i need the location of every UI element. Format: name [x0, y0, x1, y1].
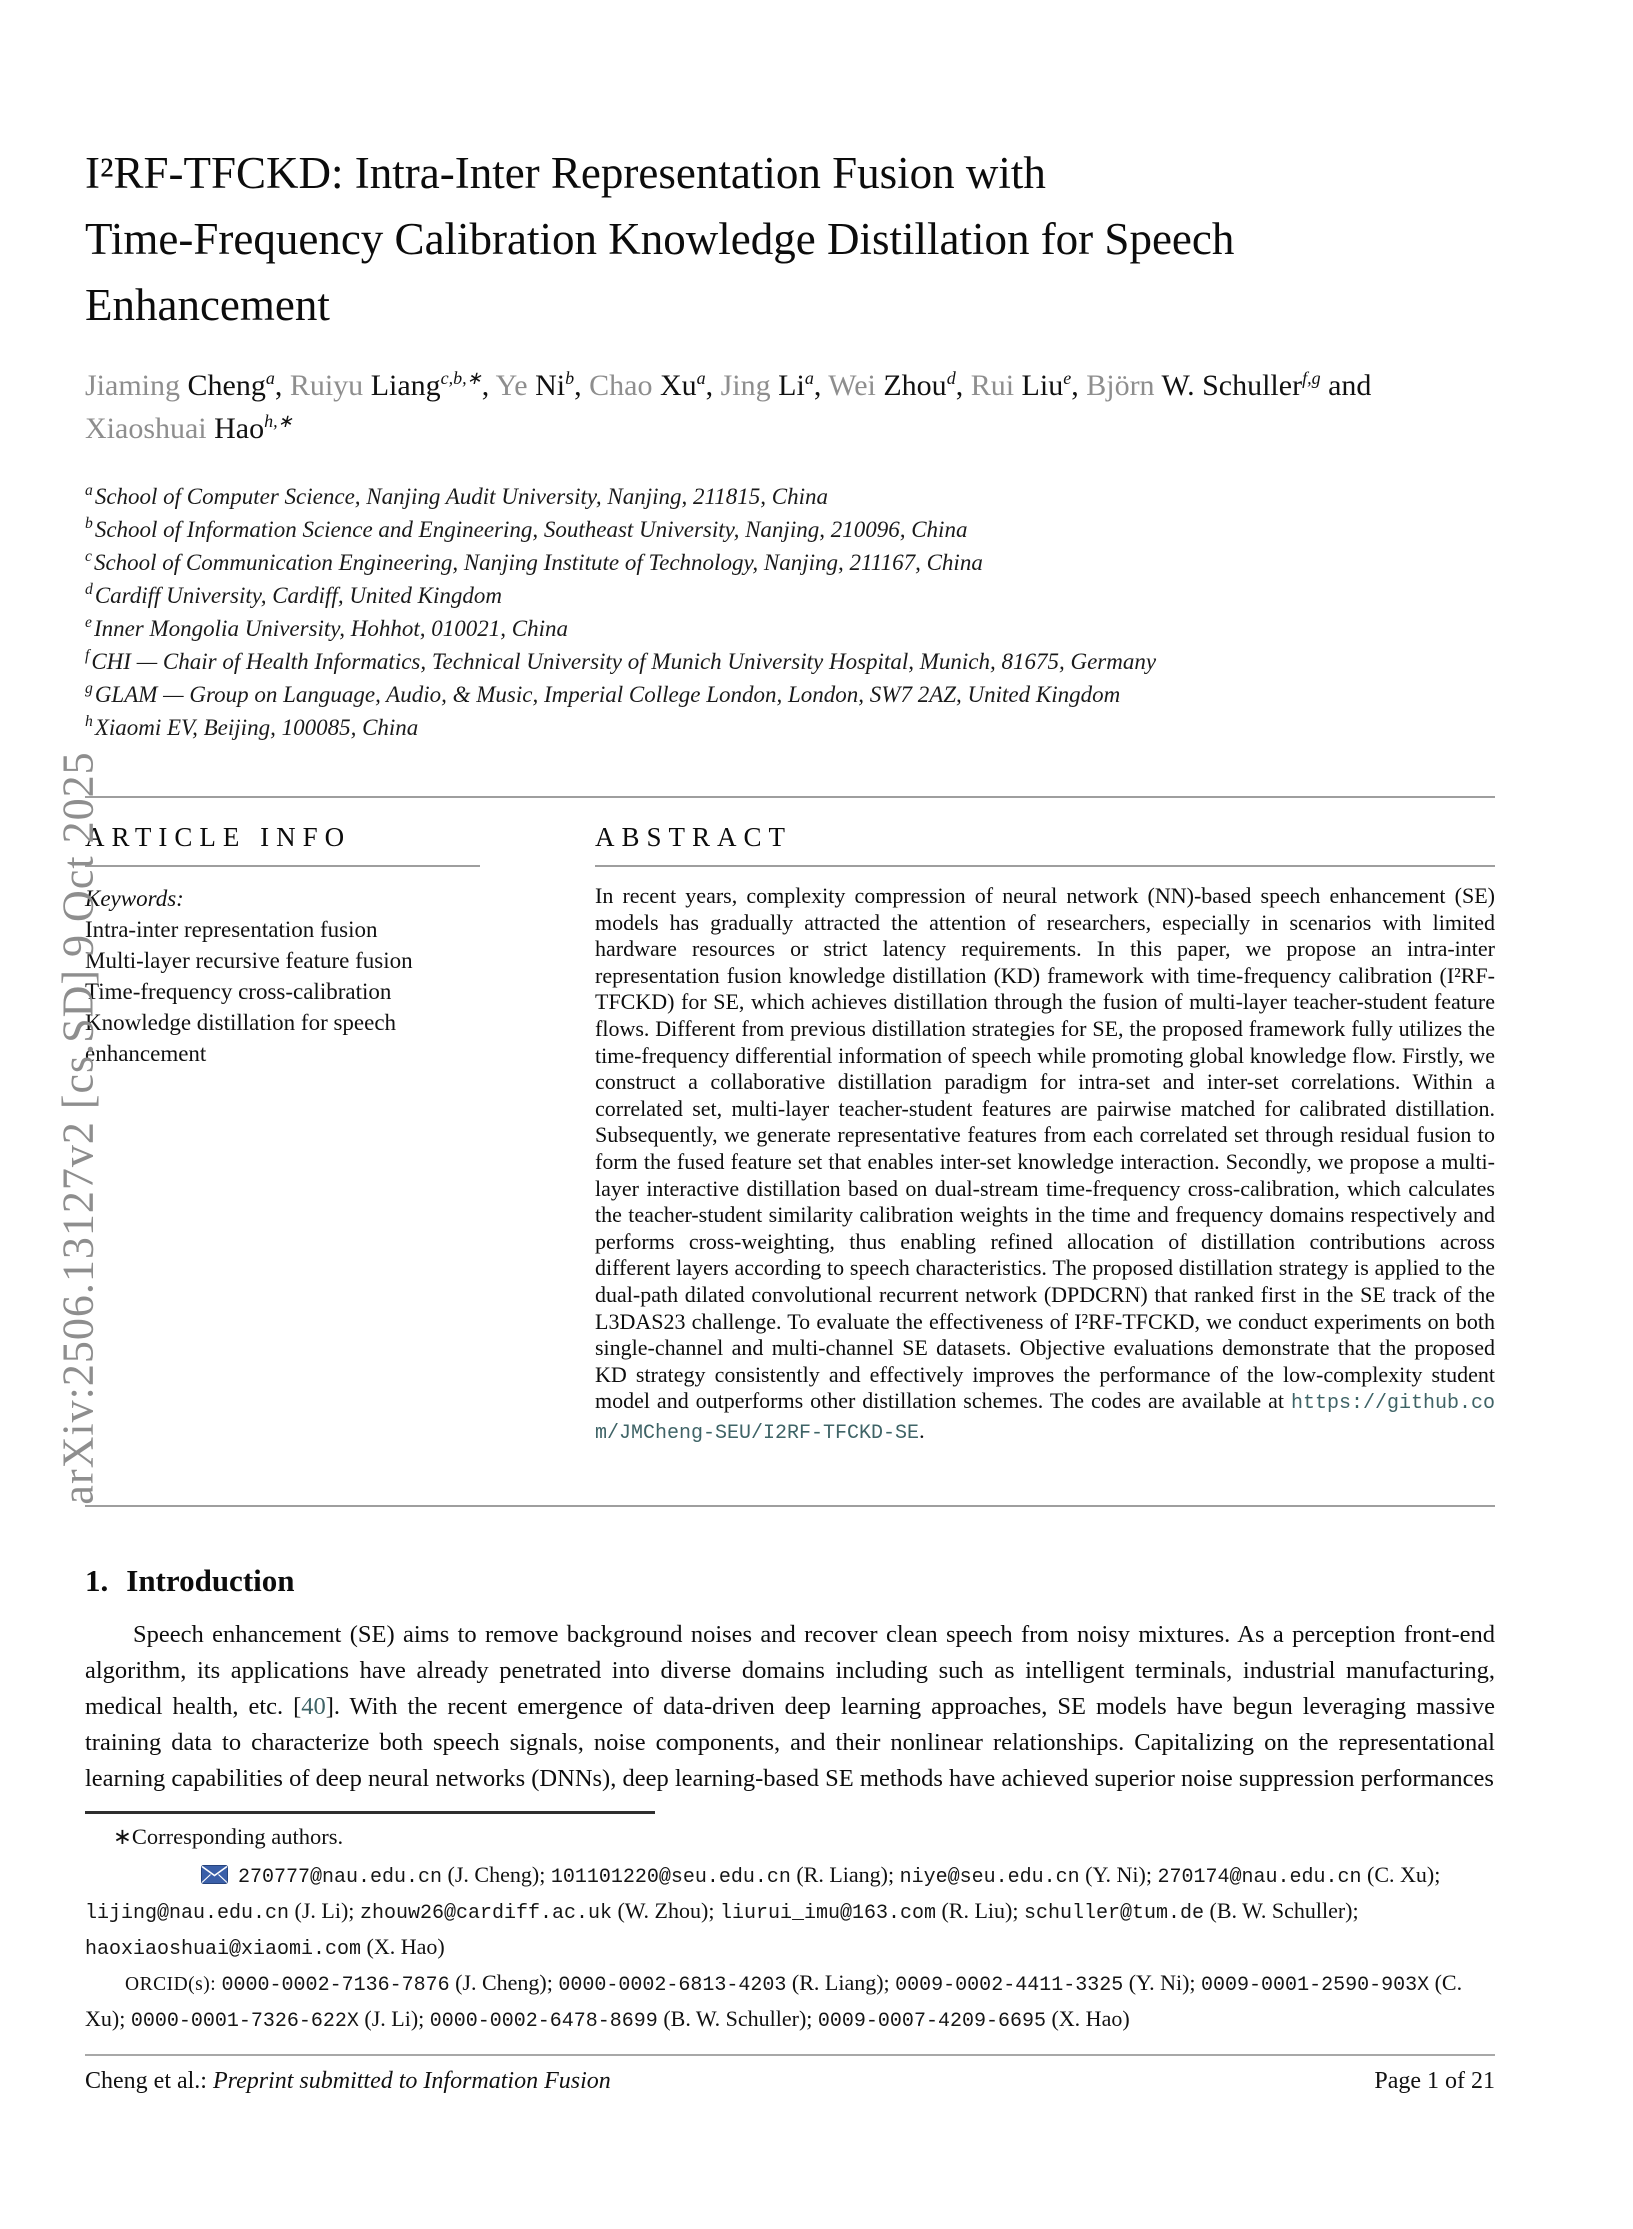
paper-title-line-3: Enhancement [85, 280, 330, 330]
author-emails: 270777@nau.edu.cn (J. Cheng); 101101220@seu.edu.cn (R. Liang); niye@seu.edu.cn (Y. Ni); 270174@nau.edu.cn (C. Xu); lijing@nau.edu.cn (J. Li); zhouw26@cardiff.ac.uk (W. Zhou); liurui_imu@163.com (R. Liu); schuller@tum.de (B. W. Schuller); haoxiaoshuai@xiaomi.com (X. Hao) [85, 1862, 1441, 1962]
author-affil-sup: f,g [1302, 368, 1321, 388]
orcid-list: ORCID(s): 0000-0002-7136-7876 (J. Cheng); 0000-0002-6813-4203 (R. Liang); 0009-0002-4411-3325 (Y. Ni); 0009-0001-2590-903X (C. Xu); 0000-0001-7326-622X (J. Li); 0000-0002-6478-8699 (B. W. Schuller); 0009-0007-4209-6695 (X. Hao) [85, 1970, 1463, 2034]
divider [85, 796, 1495, 798]
affiliation: $^d$Cardiff University, Cardiff, United Kingdom [85, 581, 503, 608]
author-affil-sup: c,b,∗ [440, 368, 482, 388]
affiliation: $^h$Xiaomi EV, Beijing, 100085, China [85, 713, 419, 740]
author-affil-sup: b [565, 368, 575, 388]
divider [85, 865, 480, 867]
divider [595, 865, 1495, 867]
author: Chao Xu$^a$, [589, 368, 721, 402]
keyword: Knowledge distillation for speech enhancement [85, 1010, 397, 1066]
author: Ruiyu Liang$^{c,b,∗}$, [289, 368, 496, 402]
author-affil-sup: d [946, 368, 956, 388]
author: Wei Zhou$^d$, [828, 368, 971, 402]
section-heading-introduction: 1. Introduction [85, 1563, 295, 1599]
introduction-paragraph: Speech enhancement (SE) aims to remove background noises and recover clean speech from noisy mixtures. As a perception front-end algorithm, its applications have already penetrated into diverse domains including such as intelligent terminals, industrial manufacturing, medical health, etc. [40]. With the recent emergence of data-driven deep learning approaches, SE models have begun leveraging massive training data to characterize both speech signals, noise components, and their nonlinear relationships. Capitalizing on the representational learning capabilities of deep neural networks (DNNs), deep learning-based SE methods have achieved superior noise suppression performances [85, 1621, 1495, 1793]
keyword: Time-frequency cross-calibration [85, 979, 392, 1004]
arxiv-sidebar-label: arXiv:2506.13127v2 [cs.SD] 9 Oct 2025 [53, 751, 103, 1505]
author-affil-sup: a [696, 368, 706, 388]
abstract-heading: ABSTRACT [595, 822, 793, 852]
affiliation: $^e$Inner Mongolia University, Hohhot, 010021, China [85, 614, 568, 641]
running-title: Cheng et al.: Preprint submitted to Information Fusion [85, 2068, 611, 2095]
paper-title [85, 140, 1495, 338]
keywords-label: Keywords: [85, 886, 184, 911]
page-footer [85, 2068, 1495, 2095]
author-affil-sup: a [265, 368, 275, 388]
affiliation: $^b$School of Information Science and Engineering, Southeast University, Nanjing, 210096, China [85, 515, 968, 542]
keyword: Intra-inter representation fusion [85, 917, 378, 942]
author: Xiaoshuai Hao$^{h,∗}$ [85, 411, 293, 445]
affiliation: $^c$School of Communication Engineering, Nanjing Institute of Technology, Nanjing, 211167, China [85, 548, 983, 575]
page-number: Page 1 of 21 [1374, 2068, 1495, 2095]
author: Rui Liu$^e$, [970, 368, 1087, 402]
github-repo-link[interactable]: https://github.com/JMCheng-SEU/I2RF-TFCKD-SE [595, 1392, 1495, 1445]
author-affil-sup: e [1063, 368, 1072, 388]
abstract-text: In recent years, complexity compression of neural network (NN)-based speech enhancement (SE) models has gradually attracted the attention of researchers, especially in scenarios with limited hardware resources or strict latency requirements. In this paper, we propose an intra-inter representation fusion knowledge distillation (KD) framework with time-frequency calibration (I²RF-TFCKD) for SE, which achieves distillation through the fusion of multi-layer teacher-student feature flows. Different from previous distillation strategies for SE, the proposed framework fully utilizes the time-frequency differential information of speech while promoting global knowledge flow. Firstly, we construct a collaborative distillation paradigm for intra-set and inter-set correlations. Within a correlated set, multi-layer teacher-student features are pairwise matched for calibrated distillation. Subsequently, we generate representative features from each correlated set through residual fusion to form the fused feature set that enables inter-set knowledge interaction. Secondly, we propose a multi-layer interactive distillation based on dual-stream time-frequency cross-calibration, which calculates the teacher-student similarity calibration weights in the time and frequency domains respectively and performs cross-weighting, thus enabling refined allocation of distillation contributions across different layers according to speech characteristics. The proposed distillation strategy is applied to the dual-path dilated convolutional recurrent network (DPDCRN) that ranked first in the SE track of the L3DAS23 challenge. To evaluate the effectiveness of I²RF-TFCKD, we conduct experiments on both single-channel and multi-channel SE datasets. Objective evaluations demonstrate that the proposed KD strategy consistently and effectively improves the performance of the low-complexity student model and outperforms other distillation schemes. The codes are available at https://github.com/JMCheng-SEU/I2RF-TFCKD-SE. [595, 883, 1495, 1445]
author: Jing Li$^a$, [720, 368, 829, 402]
article-info-heading: ARTICLE INFO [85, 822, 352, 852]
author-affil-sup: a [804, 368, 814, 388]
paper-title-line-1: I²RF-TFCKD: Intra-Inter Representation Fusion with [85, 148, 1046, 198]
footnote-divider [85, 1811, 655, 1814]
author: Jiaming Cheng$^a$, [85, 368, 290, 402]
article-info-column [85, 812, 480, 1447]
envelope-icon [143, 1860, 228, 1893]
affiliation: $^f$CHI — Chair of Health Informatics, Technical University of Munich University Hospital, Munich, 81675, Germany [85, 647, 1157, 674]
corresponding-authors-note: ∗Corresponding authors. [113, 1824, 344, 1850]
divider [85, 1505, 1495, 1507]
paper-title-line-2: Time-Frequency Calibration Knowledge Distillation for Speech [85, 214, 1235, 264]
affiliation-list [85, 480, 1495, 744]
author: Ye Ni$^b$, [495, 368, 590, 402]
citation-40[interactable]: 40 [301, 1693, 326, 1721]
footer-divider [85, 2054, 1495, 2056]
affiliation: $^g$GLAM — Group on Language, Audio, & Music, Imperial College London, London, SW7 2AZ, United Kingdom [85, 680, 1121, 707]
affiliation: $^a$School of Computer Science, Nanjing Audit University, Nanjing, 211815, China [85, 482, 828, 509]
orcid-label: ORCID(s): [125, 1974, 222, 1996]
author-list [85, 364, 1495, 450]
keyword: Multi-layer recursive feature fusion [85, 948, 413, 973]
author-affil-sup: h,∗ [264, 411, 293, 431]
abstract-column [595, 812, 1495, 1447]
info-abstract-columns [85, 812, 1495, 1447]
author: Björn W. Schuller$^{f,g}$ and [1086, 368, 1372, 402]
